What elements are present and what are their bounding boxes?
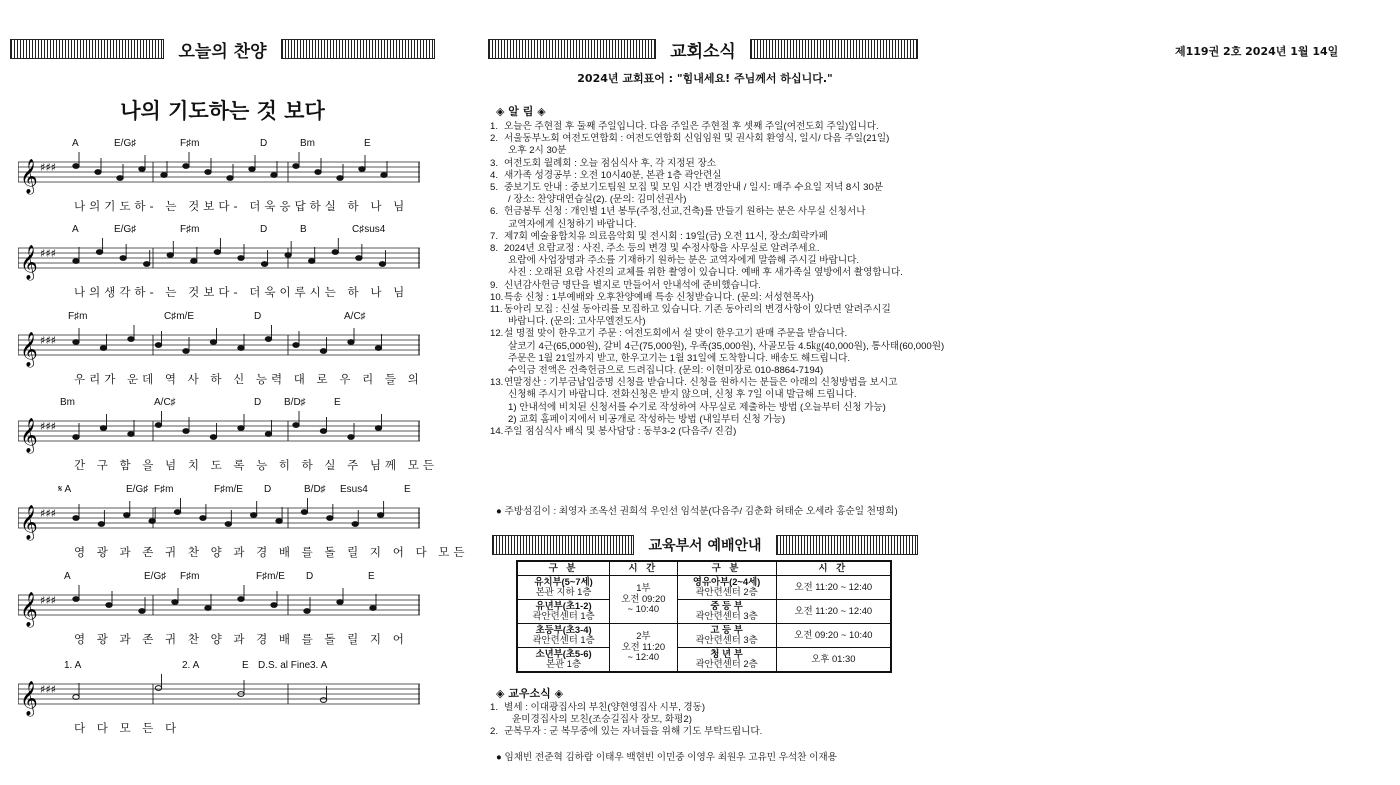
chord-symbol: E/G♯ bbox=[114, 224, 137, 235]
item-number: 6. bbox=[490, 206, 499, 218]
note-head bbox=[124, 513, 130, 518]
note-head bbox=[348, 435, 354, 440]
treble-clef-icon: 𝄞 bbox=[20, 592, 38, 627]
item-continuation: 사진 : 오래된 요람 사진의 교체를 위한 촬영이 있습니다. 예배 후 새가족실 옆방에서 촬영합니다. bbox=[508, 267, 903, 279]
note-head bbox=[249, 167, 255, 172]
note-head bbox=[183, 164, 189, 169]
member-news-list bbox=[490, 702, 926, 739]
note-head bbox=[214, 250, 220, 255]
music-stave bbox=[18, 571, 420, 653]
time-part: 2부 bbox=[636, 630, 651, 642]
list-item bbox=[490, 158, 926, 170]
dept-time: 오전 09:20 ~ 10:40 bbox=[776, 623, 891, 647]
chord-symbol: D.S. al Fine bbox=[258, 660, 311, 671]
note-head bbox=[155, 686, 161, 691]
item-text: 특송 신청 : 1부예배와 오후찬양예배 특송 신청받습니다. (문의: 서성현목사) bbox=[504, 291, 814, 303]
note-head bbox=[139, 609, 145, 614]
note-head bbox=[117, 176, 123, 181]
chord-symbol: D bbox=[260, 224, 268, 235]
key-signature-icon: ♯♯♯ bbox=[40, 161, 56, 174]
item-text: 오늘은 주현절 후 둘째 주일입니다. 다음 주일은 주현절 후 셋째 주일(여전도회 주일)입니다. bbox=[504, 121, 879, 132]
note-head bbox=[375, 426, 381, 431]
note-head bbox=[377, 513, 383, 518]
chord-symbol: F♯m bbox=[180, 138, 200, 149]
chord-symbol: D bbox=[254, 311, 262, 322]
dept-location: 본관 지하 1층 bbox=[535, 586, 592, 597]
dept-location: 곽안련센터 2층 bbox=[695, 586, 758, 597]
item-text: 군복무자 : 군 복무중에 있는 자녀들을 위해 기도 부탁드립니다. bbox=[504, 726, 763, 738]
chord-symbol: D bbox=[254, 397, 262, 408]
item-number: 12. bbox=[490, 328, 504, 340]
chord-symbol: E/G♯ bbox=[126, 484, 149, 495]
note-head bbox=[356, 256, 362, 261]
list-item bbox=[490, 133, 926, 145]
item-continuation: 바랍니다. (문의: 고사무엘전도사) bbox=[508, 316, 646, 328]
chord-symbol: F♯m bbox=[180, 571, 200, 582]
note-head bbox=[320, 349, 326, 354]
item-continuation: 주문은 1월 21일까지 받고, 한우고기는 1월 31일에 도착합니다. 배송도 해드립니다. bbox=[508, 352, 851, 364]
dept-time: 오후 01:30 bbox=[776, 647, 891, 672]
item-text: 설 명절 맞이 한우고기 주문 : 여전도회에서 설 맞이 한우고기 판매 주문을 받습니다. bbox=[504, 328, 848, 340]
col-dept-right: 구 분 bbox=[677, 561, 776, 575]
music-stave bbox=[18, 311, 423, 393]
news-header-title: 교회소식 bbox=[670, 41, 736, 62]
treble-clef-icon: 𝄞 bbox=[20, 505, 38, 540]
chord-symbol: C♯sus4 bbox=[352, 224, 386, 235]
list-item bbox=[490, 182, 926, 194]
note-head bbox=[348, 340, 354, 345]
dept-location: 곽안련센터 3층 bbox=[695, 610, 758, 621]
edu-schedule-table bbox=[516, 560, 892, 673]
note-head bbox=[352, 522, 358, 527]
lyrics-line: 우리가 운데 역 사 하 신 능력 대 로 우 리 들 의 bbox=[74, 372, 423, 386]
note-head bbox=[293, 343, 299, 348]
note-head bbox=[227, 176, 233, 181]
note-head bbox=[271, 173, 277, 178]
staff-lines bbox=[18, 411, 420, 455]
staff-lines bbox=[18, 585, 420, 629]
list-item bbox=[490, 377, 926, 389]
list-item bbox=[490, 292, 926, 304]
item-continuation: 오후 2시 30분 bbox=[508, 145, 567, 157]
item-number: 7. bbox=[490, 230, 499, 242]
note-head bbox=[332, 250, 338, 255]
item-text: 제7회 예술융합치유 의료음악회 및 전시회 : 19일(금) 오전 11시, 장소/희락카페 bbox=[504, 230, 828, 242]
chord-symbol: 1. A bbox=[64, 660, 82, 671]
treble-clef-icon: 𝄞 bbox=[20, 245, 38, 280]
note-head bbox=[120, 256, 126, 261]
dept-location: 본관 1층 bbox=[546, 658, 582, 669]
staff-lines bbox=[18, 238, 420, 282]
hymn-header-title: 오늘의 찬양 bbox=[178, 41, 267, 62]
note-head bbox=[128, 337, 134, 342]
chord-symbol: Bm bbox=[60, 397, 75, 408]
lyrics-line: 영 광 과 존 귀 찬 양 과 경 배 를 돌 릴 지 어 다 모든 bbox=[74, 545, 469, 559]
dept-name: 청 년 부 bbox=[710, 647, 743, 659]
dept-name: 소년부(초5-6) bbox=[535, 647, 592, 659]
key-signature-icon: ♯♯♯ bbox=[40, 420, 56, 433]
item-number: 1. bbox=[490, 702, 499, 713]
list-item bbox=[490, 726, 926, 738]
list-item bbox=[490, 304, 926, 316]
chord-row bbox=[18, 484, 420, 498]
chord-symbol: E bbox=[364, 138, 371, 149]
time-start: 오전 09:20 bbox=[621, 592, 666, 604]
note-head bbox=[271, 603, 277, 608]
time-end: ~ 12:40 bbox=[627, 651, 660, 663]
dept-name: 영유아부(2~4세) bbox=[692, 575, 761, 587]
staff-lines bbox=[18, 674, 420, 718]
soldier-names: ● 임채빈 전준혁 김하람 이태우 백현빈 이민중 이영우 최원우 고유민 우석찬 이재용 bbox=[496, 752, 837, 763]
item-continuation: / 장소: 찬양대연습실(2). (문의: 김미선권사) bbox=[508, 194, 687, 206]
chord-symbol: A/C♯ bbox=[344, 311, 366, 322]
table-row bbox=[517, 623, 891, 647]
note-head bbox=[73, 435, 79, 440]
note-head bbox=[155, 343, 161, 348]
chord-symbol: E bbox=[368, 571, 375, 582]
note-head bbox=[98, 522, 104, 527]
note-head bbox=[327, 516, 333, 521]
time-slot-2 bbox=[610, 623, 677, 672]
time-end: ~ 10:40 bbox=[627, 603, 660, 615]
member-news-header: ◈ 교우소식 ◈ bbox=[496, 687, 564, 700]
hymn-header-bar bbox=[10, 38, 435, 60]
music-stave bbox=[18, 397, 439, 479]
dept-name: 초등부(초3-4) bbox=[535, 623, 592, 635]
note-head bbox=[238, 346, 244, 351]
item-text: 신년감사헌금 명단을 별지로 만들어서 안내석에 준비했습니다. bbox=[504, 279, 761, 291]
item-number: 8. bbox=[490, 243, 499, 255]
chord-symbol: Bm bbox=[300, 138, 315, 149]
publication-info: 제119권 2호 2024년 1월 14일 bbox=[1175, 45, 1339, 58]
note-head bbox=[285, 253, 291, 258]
time-slot-1 bbox=[610, 575, 677, 623]
key-signature-icon: ♯♯♯ bbox=[40, 683, 56, 696]
note-head bbox=[96, 250, 102, 255]
col-dept-left: 구 분 bbox=[517, 561, 610, 575]
note-head bbox=[379, 262, 385, 267]
note-head bbox=[161, 173, 167, 178]
header-stripes-left bbox=[10, 39, 164, 59]
dept-time: 오전 11:20 ~ 12:40 bbox=[776, 599, 891, 623]
chord-symbol: 2. A bbox=[182, 660, 200, 671]
dept-time: 오전 11:20 ~ 12:40 bbox=[776, 575, 891, 599]
note-head bbox=[139, 167, 145, 172]
music-stave bbox=[18, 138, 420, 220]
chord-symbol: D bbox=[264, 484, 272, 495]
note-head bbox=[183, 349, 189, 354]
note-head bbox=[238, 597, 244, 602]
header-stripes-right bbox=[750, 39, 918, 59]
chord-symbol: F♯m bbox=[180, 224, 200, 235]
note-head bbox=[381, 173, 387, 178]
item-continuation: 윤미경집사의 모친(조승길집사 장모, 화평2) bbox=[512, 714, 692, 726]
chord-symbol: 3. A bbox=[310, 660, 328, 671]
note-head bbox=[225, 522, 231, 527]
key-signature-icon: ♯♯♯ bbox=[40, 594, 56, 607]
dept-name: 고 등 부 bbox=[710, 623, 743, 635]
chord-symbol: E/G♯ bbox=[114, 138, 137, 149]
list-item bbox=[490, 231, 926, 243]
note-head bbox=[293, 164, 299, 169]
item-text: 2024년 요람교정 : 사진, 주소 등의 변경 및 수정사항을 사무실로 알려주세요. bbox=[504, 243, 820, 255]
item-number: 10. bbox=[490, 291, 504, 303]
item-number: 1. bbox=[490, 121, 499, 132]
staff-lines bbox=[18, 498, 420, 542]
chord-symbol: 𝄋 A bbox=[58, 484, 72, 495]
music-stave bbox=[18, 660, 420, 742]
header-stripes-left bbox=[488, 39, 656, 59]
staff-lines bbox=[18, 152, 420, 196]
edu-header-bar bbox=[492, 534, 918, 556]
time-part: 1부 bbox=[636, 582, 651, 594]
note-head bbox=[250, 513, 256, 518]
chord-symbol: E bbox=[334, 397, 341, 408]
chord-symbol: B/D♯ bbox=[304, 484, 326, 495]
chord-row bbox=[18, 311, 420, 325]
lyrics-line: 간 구 함 을 넘 치 도 록 능 히 하 실 주 님께 모든 bbox=[74, 458, 439, 472]
note-head bbox=[238, 256, 244, 261]
note-head bbox=[238, 426, 244, 431]
dept-location: 곽안련센터 2층 bbox=[695, 658, 758, 669]
notice-list bbox=[490, 121, 945, 438]
note-head bbox=[100, 346, 106, 351]
edu-header-title: 교육부서 예배안내 bbox=[648, 538, 762, 554]
church-motto: 2024년 교회표어 : "힘내세요! 주님께서 하십니다." bbox=[577, 72, 833, 85]
treble-clef-icon: 𝄞 bbox=[20, 681, 38, 716]
lyrics-line: 다 다 모 든 다 bbox=[74, 721, 181, 735]
note-head bbox=[174, 510, 180, 515]
list-item bbox=[490, 121, 926, 133]
dept-location: 곽안련센터 1층 bbox=[532, 634, 595, 645]
note-head bbox=[200, 516, 206, 521]
note-head bbox=[205, 170, 211, 175]
dept-location: 곽안련센터 1층 bbox=[532, 610, 595, 621]
chord-symbol: D bbox=[260, 138, 268, 149]
chord-row bbox=[18, 397, 420, 411]
chord-symbol: B/D♯ bbox=[284, 397, 306, 408]
list-item bbox=[490, 206, 926, 218]
note-head bbox=[265, 432, 271, 437]
note-head bbox=[315, 170, 321, 175]
dept-name: 중 등 부 bbox=[710, 599, 743, 611]
note-head bbox=[73, 259, 79, 264]
chord-symbol: B bbox=[300, 224, 307, 235]
dept-name: 유치부(5~7세) bbox=[534, 575, 593, 587]
chord-symbol: F♯m/E bbox=[256, 571, 285, 582]
dept-name: 유년부(초1-2) bbox=[535, 599, 592, 611]
note-head bbox=[375, 346, 381, 351]
item-text: 서울동부노회 여전도연합회 : 여전도연합회 신임임원 및 권사회 환영식, 일시/ 다음 주일(21일) bbox=[504, 133, 890, 145]
chord-symbol: A bbox=[72, 224, 79, 235]
note-head bbox=[309, 259, 315, 264]
item-text: 연말정산 : 기부금납입증명 신청을 받습니다. 신청을 원하시는 분들은 아래의 신청방법을 보시고 bbox=[504, 377, 898, 389]
list-item bbox=[490, 702, 926, 714]
note-head bbox=[167, 253, 173, 258]
note-head bbox=[320, 698, 326, 703]
news-header-bar bbox=[488, 38, 918, 60]
note-head bbox=[293, 423, 299, 428]
item-number: 3. bbox=[490, 157, 499, 169]
note-head bbox=[304, 609, 310, 614]
table-row bbox=[517, 647, 891, 672]
note-head bbox=[265, 337, 271, 342]
chord-symbol: A bbox=[64, 571, 71, 582]
col-time-right: 시 간 bbox=[776, 561, 891, 575]
note-head bbox=[73, 597, 79, 602]
list-item bbox=[490, 328, 926, 340]
item-continuation: 신청해 주시기 바랍니다. 전화신청은 받지 않으며, 신청 후 7일 이내 발급해 드립니다. bbox=[508, 389, 857, 401]
key-signature-icon: ♯♯♯ bbox=[40, 507, 56, 520]
note-head bbox=[95, 170, 101, 175]
song-title: 나의 기도하는 것 보다 bbox=[120, 99, 325, 123]
note-head bbox=[73, 340, 79, 345]
lyrics-line: 나의기도하- 는 것보다- 더욱응답하실 하 나 님 bbox=[74, 199, 409, 213]
col-time-left: 시 간 bbox=[610, 561, 677, 575]
note-head bbox=[359, 167, 365, 172]
treble-clef-icon: 𝄞 bbox=[20, 418, 38, 453]
note-head bbox=[128, 432, 134, 437]
note-head bbox=[370, 606, 376, 611]
note-head bbox=[261, 262, 267, 267]
treble-clef-icon: 𝄞 bbox=[20, 332, 38, 367]
header-stripes-right bbox=[281, 39, 435, 59]
lyrics-line: 영 광 과 존 귀 찬 양 과 경 배 를 돌 릴 지 어 bbox=[74, 632, 408, 646]
kitchen-servers: ● 주방섬김이 : 최영자 조옥선 권희석 우인선 임석분(다음주/ 김춘화 허태순 오세라 홍순일 천명희) bbox=[496, 506, 898, 517]
item-text: 별세 : 이대광집사의 부친(양현영집사 시부, 경동) bbox=[504, 702, 706, 713]
music-stave bbox=[18, 484, 469, 566]
note-head bbox=[73, 516, 79, 521]
note-head bbox=[100, 426, 106, 431]
chord-symbol: E/G♯ bbox=[144, 571, 167, 582]
time-start: 오전 11:20 bbox=[621, 640, 666, 652]
chord-symbol: F♯m bbox=[68, 311, 88, 322]
note-head bbox=[276, 519, 282, 524]
note-head bbox=[155, 423, 161, 428]
note-head bbox=[73, 164, 79, 169]
dept-location: 곽안련센터 3층 bbox=[695, 634, 758, 645]
key-signature-icon: ♯♯♯ bbox=[40, 334, 56, 347]
item-continuation: 1) 안내석에 비치된 신청서를 수기로 작성하여 사무실로 제출하는 방법 (오늘부터 신청 가능) bbox=[508, 401, 886, 413]
item-continuation: 2) 교회 홈페이지에서 비공개로 작성하는 방법 (내일부터 신청 가능) bbox=[508, 413, 786, 425]
item-text: 여전도회 월례회 : 오늘 점심식사 후, 각 지정된 장소 bbox=[504, 157, 717, 169]
music-stave bbox=[18, 224, 420, 306]
note-head bbox=[320, 429, 326, 434]
chord-symbol: E bbox=[242, 660, 249, 671]
staff-lines bbox=[18, 325, 420, 369]
note-head bbox=[337, 176, 343, 181]
list-item bbox=[490, 243, 926, 255]
chord-symbol: C♯m/E bbox=[164, 311, 194, 322]
item-number: 2. bbox=[490, 726, 499, 738]
list-item bbox=[490, 280, 926, 292]
table-row bbox=[517, 599, 891, 623]
key-signature-icon: ♯♯♯ bbox=[40, 247, 56, 260]
list-item bbox=[490, 426, 926, 438]
chord-symbol: Esus4 bbox=[340, 484, 368, 495]
header-stripes-right bbox=[776, 535, 918, 555]
notice-header: ◈ 알 림 ◈ bbox=[496, 105, 546, 118]
item-number: 5. bbox=[490, 182, 499, 194]
item-text: 헌금봉투 신청 : 개인별 1년 봉투(주정,선교,건축)를 만들기 원하는 분은 사무실 신청서나 bbox=[504, 206, 866, 218]
chord-row bbox=[18, 660, 420, 674]
note-head bbox=[301, 510, 307, 515]
lyrics-line: 나의생각하- 는 것보다- 더욱이루시는 하 나 님 bbox=[74, 285, 409, 299]
item-continuation: 요람에 사업장명과 주소를 기재하기 원하는 분은 교역자에게 말씀해 주시길 바랍니다. bbox=[508, 255, 860, 267]
note-head bbox=[191, 259, 197, 264]
note-head bbox=[183, 429, 189, 434]
item-continuation: 살코기 4근(65,000원), 갈비 4근(75,000원), 우족(35,000원), 사골모듬 4.5㎏(40,000원), 통사태(60,000원) bbox=[508, 340, 945, 352]
item-number: 2. bbox=[490, 133, 499, 145]
item-number: 9. bbox=[490, 279, 499, 291]
chord-symbol: F♯m bbox=[154, 484, 174, 495]
chord-symbol: A/C♯ bbox=[154, 397, 176, 408]
item-number: 14. bbox=[490, 426, 504, 438]
list-item bbox=[490, 170, 926, 182]
item-continuation: 수익금 전액은 건축헌금으로 드려집니다. (문의: 이현미장로 010-8864-7194) bbox=[508, 365, 824, 377]
item-number: 11. bbox=[490, 304, 503, 316]
note-head bbox=[144, 262, 150, 267]
chord-symbol: F♯m/E bbox=[214, 484, 243, 495]
item-text: 중보기도 안내 : 중보기도팀원 모집 및 모임 시간 변경안내 / 일시: 매주 수요일 저녁 8시 30분 bbox=[504, 182, 884, 194]
note-head bbox=[149, 519, 155, 524]
item-continuation: 교역자에게 신청하기 바랍니다. bbox=[508, 218, 637, 230]
chord-row bbox=[18, 224, 420, 238]
note-head bbox=[210, 435, 216, 440]
item-number: 4. bbox=[490, 169, 499, 181]
chord-symbol: A bbox=[72, 138, 79, 149]
note-head bbox=[210, 340, 216, 345]
chord-row bbox=[18, 571, 420, 585]
note-head bbox=[106, 603, 112, 608]
item-number: 13. bbox=[490, 377, 504, 389]
item-text: 주일 점심식사 배식 및 봉사담당 : 동부3-2 (다음주/ 진검) bbox=[504, 426, 737, 438]
chord-symbol: D bbox=[306, 571, 314, 582]
chord-row bbox=[18, 138, 420, 152]
header-stripes-left bbox=[492, 535, 634, 555]
note-head bbox=[172, 600, 178, 605]
item-text: 동아리 모집 : 신설 동아리를 모집하고 있습니다. 기존 동아리의 변경사항이 있다면 알려주시길 bbox=[504, 304, 891, 316]
treble-clef-icon: 𝄞 bbox=[20, 159, 38, 194]
chord-symbol: E bbox=[404, 484, 411, 495]
item-text: 새가족 성경공부 : 오전 10시40분, 본관 1층 곽안련실 bbox=[504, 169, 722, 181]
note-head bbox=[205, 606, 211, 611]
note-head bbox=[337, 600, 343, 605]
table-row bbox=[517, 575, 891, 599]
